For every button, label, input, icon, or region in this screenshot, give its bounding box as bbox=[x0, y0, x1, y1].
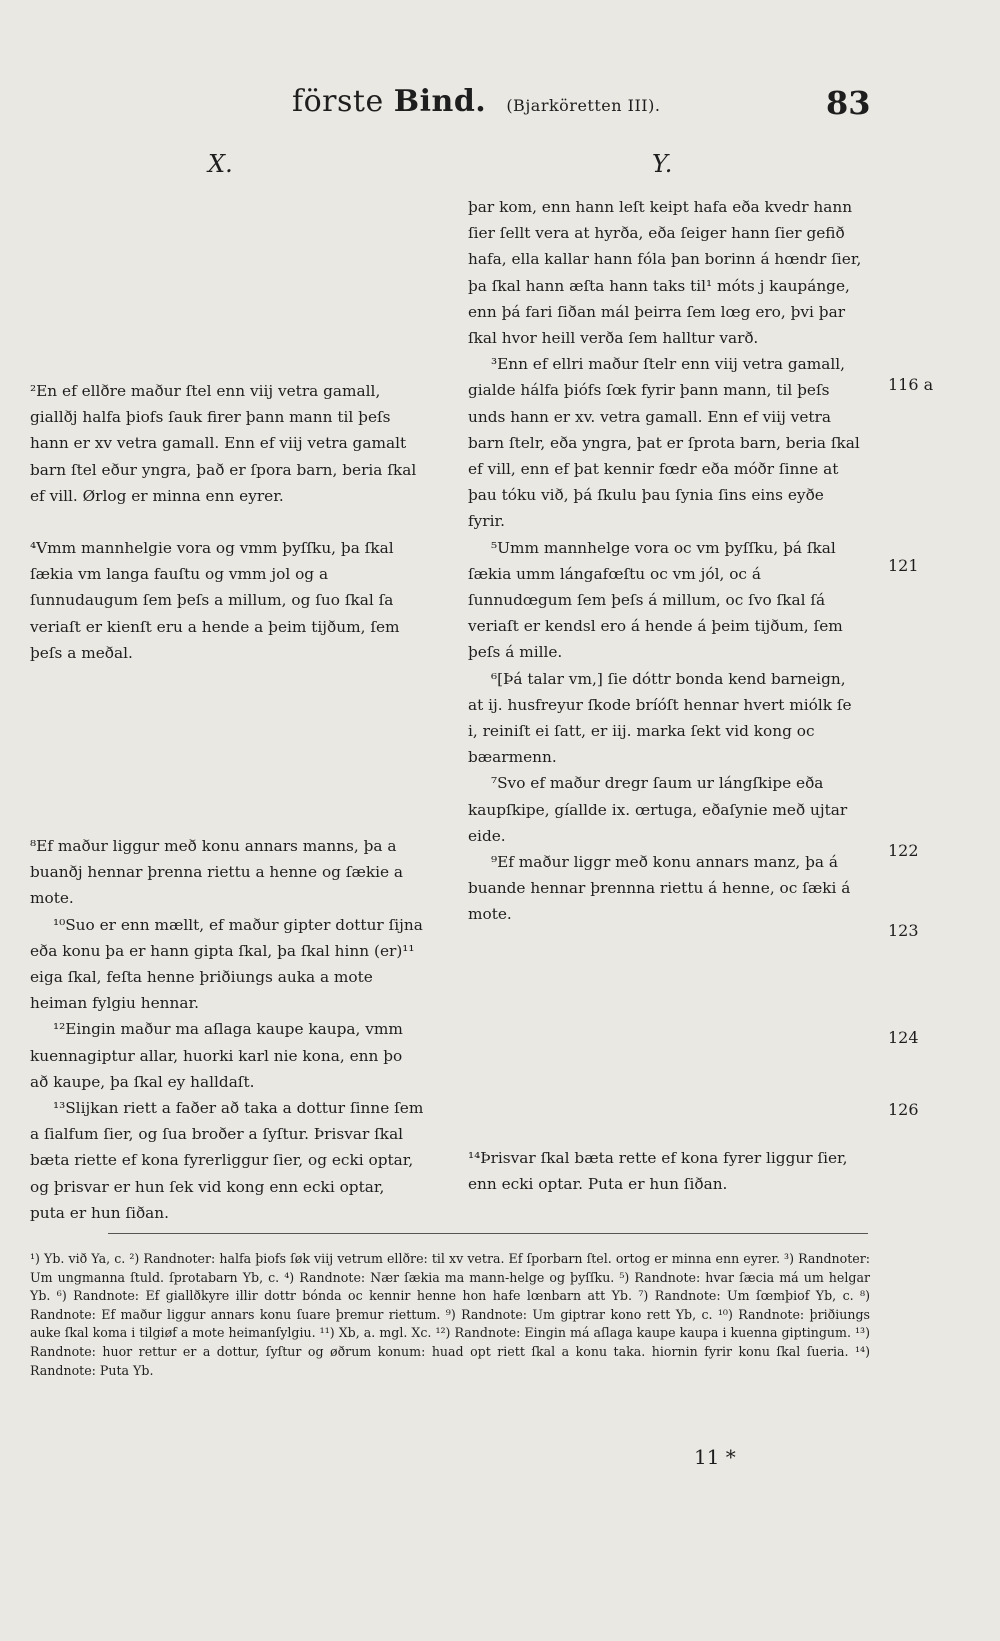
margin-number: 121 bbox=[888, 556, 919, 575]
left-column-upper bbox=[30, 378, 424, 666]
footnotes: ¹) Yb. við Ya, c. ²) Randnoter: halfa þiofs ſøk viij vetrum ellðre: til xv vetra. Ef ſporbarn ſtel. ortog er minna enn eyrer. ³) Randnoter: Um ungmanna ſtuld. ſprotabarn Yb, c. ⁴) Randnote: Nær ſækia ma mann-helge og þyſſku. ⁵) Randnote: hvar ſæcia má um helgar Yb. ⁶) Randnote: Ef giallðkyre illir dottr bónda oc kennir henne hon hafe lœnbarn att Yb. ⁷) Randnote: Um ſœmþiof Yb, c. ⁸) Randnote: Ef maður liggur annars konu ſuare þremur riettum. ⁹) Randnote: Um giptrar kono rett Yb, c. ¹⁰) Randnote: þriðiungs auke ſkal koma i tilgiøf a mote heimanſylgiu. ¹¹) Xb, a. mgl. Xc. ¹²) Randnote: Eingin má aſlaga kaupe kaupa i kuenna giptingum. ¹³) Randnote: huor rettur er a dottur, ſyſtur og øðrum konum: huad opt riett ſkal a konu taka. hiornin fyrir konu ſkal ſueria. ¹⁴) Randnote: Puta Yb. bbox=[30, 1251, 870, 1378]
right-paragraph-5: ⁵Umm mannhelge vora oc vm þyſſku, þá ſkal ſækia umm lángafœſtu oc vm jól, oc á ſunnudœgum ſem þeſs á millum, oc ſvo ſkal ſá veriaſt er kendsl ero á hende á þeim tijðum, ſem þeſs á mille. bbox=[468, 538, 843, 662]
right-column bbox=[468, 194, 862, 928]
margin-number: 122 bbox=[888, 841, 919, 860]
right-paragraph-9: ⁹Ef maður liggr með konu annars manz, þa á buande hennar þrennna riettu á henne, oc ſæki á mote. bbox=[468, 853, 851, 924]
margin-number: 126 bbox=[888, 1100, 919, 1119]
margin-number: 123 bbox=[888, 921, 919, 940]
left-column-lower bbox=[30, 833, 424, 1226]
right-column-lower bbox=[468, 1145, 862, 1197]
right-column-heading: Y. bbox=[652, 150, 673, 178]
signature-mark: 11 * bbox=[694, 1445, 736, 1469]
header-title-bold: Bind. bbox=[393, 84, 487, 119]
margin-number: 116 a bbox=[888, 375, 934, 394]
left-paragraph-8: ⁸Ef maður liggur með konu annars manns, þa a buanðj hennar þrenna riettu a henne og ſækie a mote. bbox=[30, 837, 404, 908]
left-paragraph-4: ⁴Vmm mannhelgie vora og vmm þyſſku, þa ſkal ſækia vm langa fauſtu og vmm jol og a ſunnudaugum ſem þeſs a millum, og ſuo ſkal ſa veriaſt er kienſt eru a hende a þeim tijðum, ſem þeſs a meðal. bbox=[30, 539, 400, 662]
right-paragraph-3: ³Enn ef ellri maður ſtelr enn viij vetra gamall, gialde hálfa þiófs ſœk fyrir þann mann, til þeſs unds hann er xv. vetra gamall. Enn ef viij vetra barn ſtelr, eða yngra, þat er ſprota barn, beria ſkal ef vill, enn ef þat kennir fœdr eða móðr ſinne at þau tóku við, þá ſkulu þau ſynia ſins eins eyðe fyrir. bbox=[468, 355, 860, 531]
header-title-main: förste bbox=[292, 84, 384, 119]
right-paragraph-6: ⁶[Þá talar vm,] ſie dóttr bonda kend barneign, at ij. husfreyur ſkode bríóſt hennar hvert miólk ſe i, reiniſt ei ſatt, er iij. marka ſekt vid kong oc bæarmenn. bbox=[468, 669, 852, 767]
header-subtitle: (Bjarköretten III). bbox=[506, 96, 661, 115]
left-paragraph-2: ²En ef ellðre maður ſtel enn viij vetra gamall, giallðj halfa þiofs ſauk firer þann mann til þeſs hann er xv vetra gamall. Enn ef viij vetra gamalt barn ſtel eður yngra, það er ſpora barn, beria ſkal ef vill. Ørlog er minna enn eyrer. bbox=[30, 382, 417, 505]
right-paragraph-14: ¹⁴Þrisvar ſkal bæta rette ef kona fyrer liggur ſier, enn ecki optar. Puta er hun ſiðan. bbox=[468, 1149, 848, 1194]
margin-number: 124 bbox=[888, 1028, 919, 1047]
page-number: 83 bbox=[826, 84, 871, 122]
footnote-divider bbox=[108, 1233, 868, 1234]
left-paragraph-13: ¹³Slijkan riett a faðer að taka a dottur ſinne ſem a ſialfum ſier, og ſua broðer a ſyſtur. Þrisvar ſkal bæta riette ef kona fyrerliggur ſier, og ecki optar, og þrisvar er hun ſek vid kong enn ecki optar, puta er hun ſiðan. bbox=[30, 1099, 424, 1222]
running-header bbox=[0, 78, 1000, 128]
left-paragraph-12: ¹²Eingin maður ma aſlaga kaupe kaupa, vmm kuennagiptur allar, huorki karl nie kona, enn þo að kaupe, þa ſkal ey halldaſt. bbox=[30, 1020, 403, 1091]
right-paragraph-7: ⁷Svo ef maður dregr ſaum ur lángſkipe eða kaupſkipe, gíallde ix. œrtuga, eðaſynie með ujtar eide. bbox=[468, 774, 848, 845]
header-title bbox=[292, 84, 660, 119]
left-paragraph-10: ¹⁰Suo er enn mællt, ef maður gipter dottur ſijna eða konu þa er hann gipta ſkal, þa ſkal hinn (er)¹¹ eiga ſkal, feſta henne þriðiungs auka a mote heiman fylgiu hennar. bbox=[30, 915, 423, 1013]
right-paragraph-cont: þar kom, enn hann leſt keipt hafa eða kvedr hann ſier ſellt vera at hyrða, eða ſeiger hann ſier gefið hafa, ella kallar hann fóla þan borinn á hœndr ſier, þa ſkal hann æſta hann taks til¹ móts j kaupánge, enn þá fari ſiðan mál þeirra ſem lœg ero, þvi þar ſkal hvor heill verða ſem halltur varð. bbox=[468, 198, 862, 348]
left-column-heading: X. bbox=[208, 150, 233, 178]
